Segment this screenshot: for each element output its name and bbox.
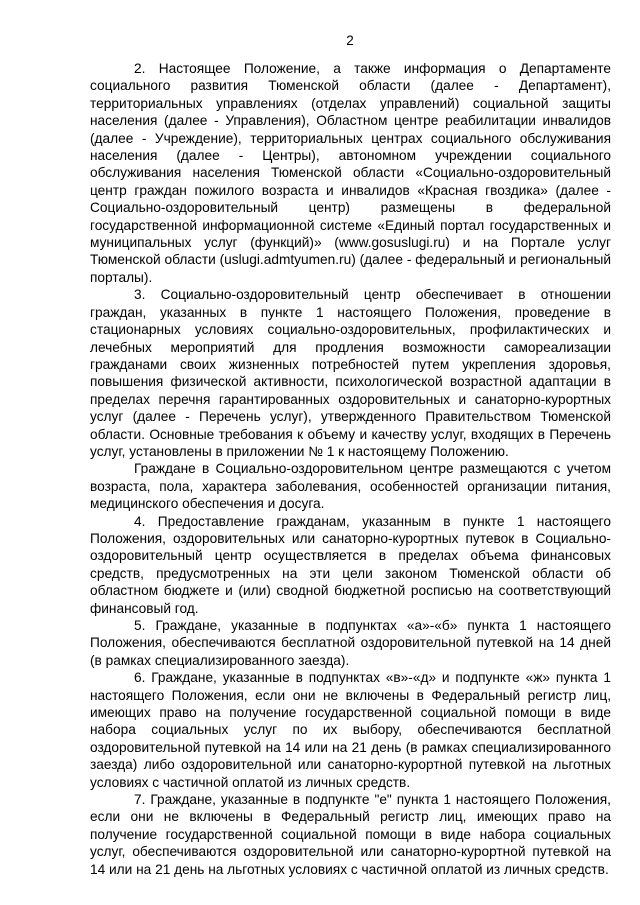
paragraph-clause-4: 4. Предоставление гражданам, указанным в пункте 1 настоящего Положения, оздоровительных или санаторно-курортных путевок в Социально-оздоровительный центр осуществляется в пределах объема финансовых средств, предусмотренных на эти цели законом Тюменской области об областном бюджете и (или) сводной бюджетной росписью на соответствующий финансовый год. — [90, 513, 611, 616]
paragraph-clause-3: 3. Социально-оздоровительный центр обеспечивает в отношении граждан, указанных в пункте 1 настоящего Положения, проведение в стационарных условиях социально-оздоровительных, профилактических и лечебных мероприятий для продления возможности самореализации гражданами своих жизненных потребностей путем укрепления здоровья, повышения физической активности, психологической возрастной адаптации в пределах перечня гарантированных оздоровительных и санаторно-курортных услуг (далее - Перечень услуг), утвержденного Правительством Тюменской области. Основные требования к объему и качеству услуг, входящих в Перечень услуг, установлены в приложении № 1 к настоящему Положению. — [90, 287, 611, 459]
document-body — [90, 60, 611, 878]
paragraph-clause-5: 5. Граждане, указанные в подпунктах «а»-«б» пункта 1 настоящего Положения, обеспечиваются бесплатной оздоровительной путевкой на 14 дней (в рамках специализированного заезда). — [90, 618, 611, 668]
page-number: 2 — [346, 33, 354, 48]
paragraph-clause-2: 2. Настоящее Положение, а также информация о Департаменте социального развития Тюменской области (далее - Департамент), территориальных управлениях (отделах управлений) социальной защиты населения (далее - Управления), Областном центре реабилитации инвалидов (далее - Учреждение), территориальных центрах социального обслуживания населения (далее - Центры), автономном учреждении социального обслуживания населения Тюменской области «Социально-оздоровительный центр граждан пожилого возраста и инвалидов «Красная гвоздика» (далее - Социально-оздоровительный центр) размещены в федеральной государственной информационной системе «Единый портал государственных и муниципальных услуг (функций)» (www.gosuslugi.ru) и на Портале услуг Тюменской области (uslugi.admtyumen.ru) (далее - федеральный и региональный порталы). — [90, 61, 611, 285]
paragraph-clause-6: 6. Граждане, указанные в подпунктах «в»-«д» и подпункте «ж» пункта 1 настоящего Положения, если они не включены в Федеральный регистр лиц, имеющих право на получение государственной социальной помощи в виде набора социальных услуг по их выбору, обеспечиваются бесплатной оздоровительной путевкой на 14 или на 21 день (в рамках специализированного заезда) либо оздоровительной или санаторно-курортной путевкой на льготных условиях с частичной оплатой из личных средств. — [90, 670, 611, 790]
paragraph-placement-note: Граждане в Социально-оздоровительном центре размещаются с учетом возраста, пола, характера заболевания, особенностей организации питания, медицинского обеспечения и досуга. — [90, 461, 611, 512]
paragraph-clause-7: 7. Граждане, указанные в подпункте "е" пункта 1 настоящего Положения, если они не включены в Федеральный регистр лиц, имеющих право на получение государственной социальной помощи в виде набора социальных услуг, обеспечиваются оздоровительной или санаторно-курортной путевкой на 14 или на 21 день на льготных условиях с частичной оплатой из личных средств. — [90, 792, 611, 877]
